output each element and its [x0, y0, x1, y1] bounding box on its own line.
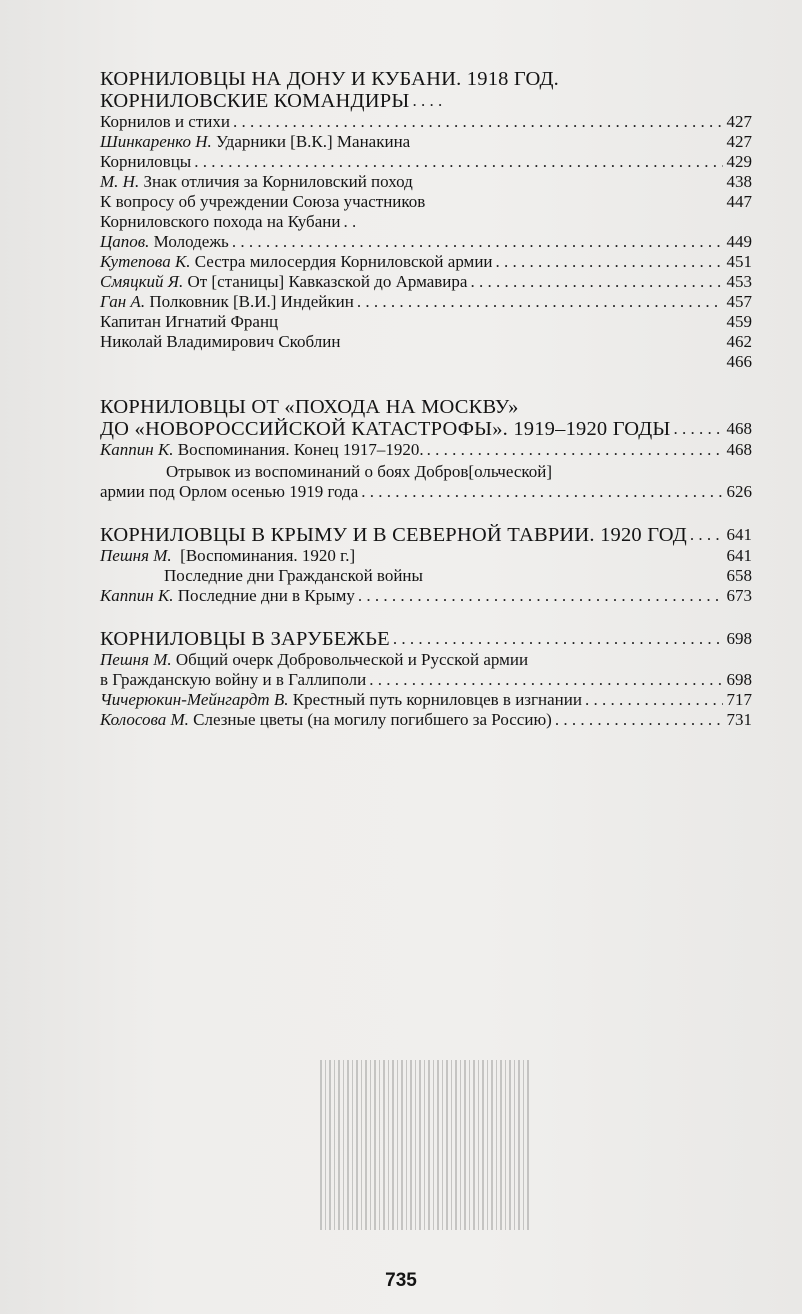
entry-page: 459: [726, 312, 752, 331]
toc-section-1: [100, 68, 752, 372]
entry-title: Николай Владимирович Скоблин: [100, 332, 341, 351]
toc-entry: [100, 566, 752, 586]
toc-entry: [100, 252, 752, 272]
leader-dots: [470, 272, 723, 292]
toc-entry: [100, 546, 752, 566]
entry-page: 468: [726, 440, 752, 459]
section-title-line: [100, 418, 752, 440]
entry-title: [Воспоминания. 1920 г.]: [171, 546, 356, 565]
section-title-line: [100, 524, 752, 546]
toc-entry: [100, 172, 752, 192]
toc-section-2: [100, 396, 752, 502]
entry-title: Полковник [В.И.] Индейкин: [145, 292, 354, 311]
page-number: 735: [385, 1270, 417, 1291]
section-page: 641: [726, 525, 752, 544]
entry-author: Смяцкий Я.: [100, 272, 184, 291]
toc-entry: [100, 710, 752, 730]
toc-entry: [100, 232, 752, 252]
entry-title: От [станицы] Кавказской до Армавира: [183, 272, 468, 291]
entry-author: М. Н.: [100, 172, 140, 191]
section-title: КОРНИЛОВЦЫ В КРЫМУ И В СЕВЕРНОЙ ТАВРИИ. 1920 ГОД: [100, 524, 687, 546]
entry-author: Чичерюкин-Мейнгардт В.: [100, 690, 289, 709]
entry-page: 447: [726, 192, 752, 211]
toc-entry: [100, 312, 752, 332]
toc-entry: [100, 440, 752, 460]
leader-dots: [393, 628, 723, 650]
leader-dots: [585, 690, 723, 710]
entry-title: Корнилов и стихи: [100, 112, 230, 131]
section-page: 698: [726, 629, 752, 648]
entry-title: в Гражданскую войну и в Галлиполи: [100, 670, 367, 689]
entry-page: 427: [726, 112, 752, 131]
leader-dots: [232, 232, 723, 252]
entry-page: 438: [726, 172, 752, 191]
entry-title: Общий очерк Добровольческой и Русской армии: [171, 650, 529, 669]
entry-title: К вопросу об учреждении Союза участников: [100, 192, 426, 211]
bleed-through-barcode: [320, 1060, 530, 1230]
entry-title: Последние дни в Крыму: [173, 586, 355, 605]
toc-entry: [100, 460, 752, 482]
leader-dots: [233, 112, 723, 132]
leader-dots: [343, 212, 355, 232]
entry-author: Пешня М.: [100, 650, 172, 669]
entry-title: Сестра милосердия Корниловской армии: [190, 252, 493, 271]
section-title-line: [100, 628, 752, 650]
toc-section-3: [100, 524, 752, 606]
entry-page: 626: [726, 482, 752, 501]
toc-entry: [100, 132, 752, 152]
toc-entry: [100, 690, 752, 710]
entry-title: Корниловцы: [100, 152, 192, 171]
toc-entry: [100, 212, 752, 232]
entry-page: 717: [726, 690, 752, 709]
leader-dots: [361, 482, 723, 502]
toc-entry: [100, 152, 752, 172]
toc-entry: [100, 586, 752, 606]
leader-dots: [673, 418, 723, 440]
entry-title: Крестный путь корниловцев в изгнании: [288, 690, 582, 709]
leader-dots: [690, 524, 723, 546]
entry-title: Корниловского похода на Кубани: [100, 212, 341, 231]
toc-entry: [100, 650, 752, 670]
section-title: ДО «НОВОРОССИЙСКОЙ КАТАСТРОФЫ». 1919–1920 ГОДЫ: [100, 418, 671, 440]
section-page: 468: [726, 419, 752, 438]
leader-dots: [496, 252, 723, 272]
entry-title: Молодежь: [149, 232, 229, 251]
entry-page: 462: [726, 332, 752, 351]
entry-page: 451: [726, 252, 752, 271]
entry-page: 698: [726, 670, 752, 689]
entry-author: Кутепова К.: [100, 252, 191, 271]
section-title: КОРНИЛОВЦЫ НА ДОНУ И КУБАНИ. 1918 ГОД.: [100, 68, 559, 90]
entry-title: Капитан Игнатий Франц: [100, 312, 279, 331]
entry-page: 466: [726, 352, 752, 371]
toc-entry: [100, 112, 752, 132]
leader-dots: [357, 292, 723, 312]
entry-page: 427: [726, 132, 752, 151]
entry-author: Цапов.: [100, 232, 150, 251]
entry-page: 658: [726, 566, 752, 585]
entry-author: Каппин К.: [100, 586, 174, 605]
toc-entry: [100, 192, 752, 212]
section-title: КОРНИЛОВЦЫ ОТ «ПОХОДА НА МОСКВУ»: [100, 396, 519, 418]
toc-entry: [100, 292, 752, 312]
toc-entry: [100, 482, 752, 502]
entry-title: Отрывок из воспоминаний о боях Добров[ольческой]: [166, 462, 553, 481]
table-of-contents: [100, 68, 752, 750]
leader-dots: [369, 670, 723, 690]
entry-page: 731: [726, 710, 752, 729]
entry-page: 429: [726, 152, 752, 171]
entry-page: 673: [726, 586, 752, 605]
entry-author: Пешня М.: [100, 546, 172, 565]
leader-dots: [427, 440, 723, 460]
toc-entry: [100, 352, 752, 372]
entry-author: Шинкаренко Н.: [100, 132, 212, 151]
entry-title: Знак отличия за Корниловский поход: [139, 172, 413, 191]
toc-entry: [100, 670, 752, 690]
entry-title: Воспоминания. Конец 1917–1920.: [173, 440, 424, 459]
entry-page: 449: [726, 232, 752, 251]
entry-page: 457: [726, 292, 752, 311]
leader-dots: [412, 90, 442, 112]
section-title: КОРНИЛОВСКИЕ КОМАНДИРЫ: [100, 90, 410, 112]
entry-page: 641: [726, 546, 752, 565]
entry-author: Ган А.: [100, 292, 146, 311]
toc-entry: [100, 332, 752, 352]
entry-author: Каппин К.: [100, 440, 174, 459]
section-title: КОРНИЛОВЦЫ В ЗАРУБЕЖЬЕ: [100, 628, 390, 650]
entry-page: 453: [726, 272, 752, 291]
entry-title: Ударники [В.К.] Манакина: [211, 132, 411, 151]
toc-entry: [100, 272, 752, 292]
entry-title: Слезные цветы (на могилу погибшего за Россию): [188, 710, 552, 729]
entry-author: Колосова М.: [100, 710, 189, 729]
leader-dots: [555, 710, 723, 730]
section-title-line: [100, 90, 752, 112]
leader-dots: [194, 152, 723, 172]
entry-title: армии под Орлом осенью 1919 года: [100, 482, 359, 501]
leader-dots: [358, 586, 723, 606]
entry-title: Последние дни Гражданской войны: [164, 566, 423, 585]
toc-section-4: [100, 628, 752, 730]
